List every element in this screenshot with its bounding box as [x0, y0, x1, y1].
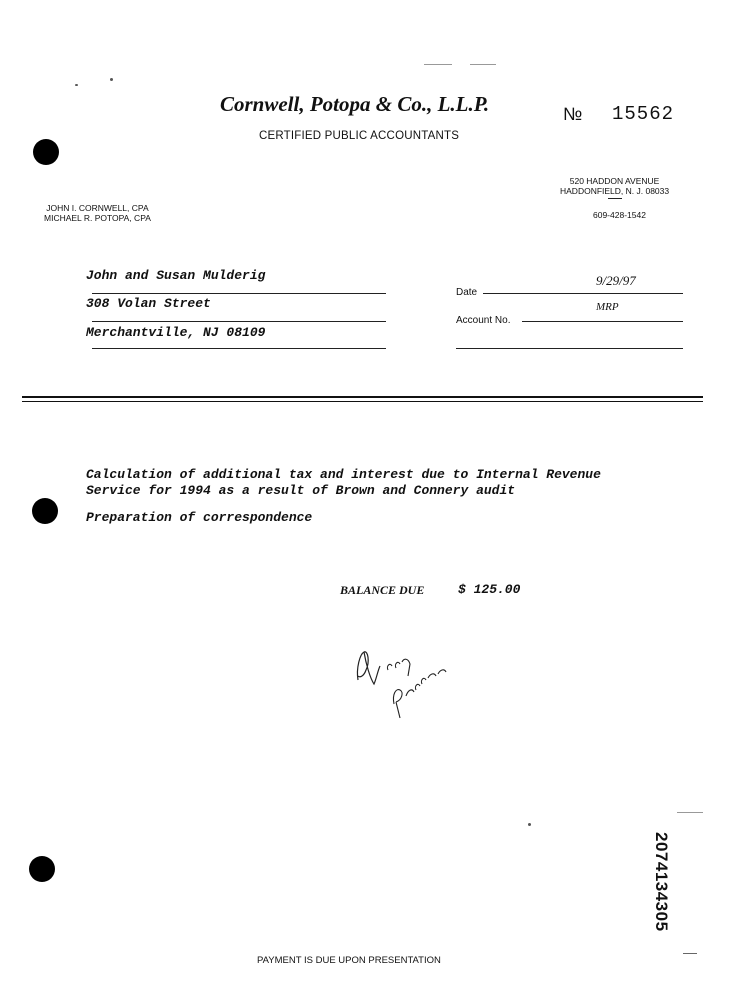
scan-speck	[75, 84, 78, 86]
divider-top	[22, 396, 703, 398]
scan-speck	[528, 823, 531, 826]
address-line-1: 520 HADDON AVENUE	[569, 176, 660, 186]
payment-terms: PAYMENT IS DUE UPON PRESENTATION	[257, 955, 441, 966]
client-line-2	[92, 321, 386, 322]
punch-hole-middle	[32, 498, 58, 524]
punch-hole-top	[33, 139, 59, 165]
firm-subtitle: CERTIFIED PUBLIC ACCOUNTANTS	[259, 130, 460, 142]
firm-phone: 609-428-1542	[593, 210, 646, 220]
extra-line	[456, 348, 683, 349]
invoice-number: 15562	[612, 103, 675, 125]
divider-bottom	[22, 401, 703, 402]
scan-mark	[470, 64, 496, 65]
firm-name: Cornwell, Potopa & Co., L.L.P.	[220, 92, 490, 116]
invoice-number-label: №	[563, 104, 583, 124]
firm-address	[560, 176, 669, 202]
client-line-3	[92, 348, 386, 349]
punch-hole-bottom	[29, 856, 55, 882]
account-label: Account No.	[456, 315, 511, 326]
date-value: 9/29/97	[596, 273, 636, 288]
firm-partners	[44, 203, 151, 223]
document-id: 2074134305	[652, 832, 671, 932]
partner-1: JOHN I. CORNWELL, CPA	[46, 203, 149, 213]
account-line	[522, 321, 683, 322]
service-line-2: Service for 1994 as a result of Brown and Connery audit	[86, 483, 516, 498]
address-line-2: HADDONFIELD, N. J. 08033	[560, 186, 670, 196]
handwritten-annotation	[350, 640, 460, 730]
date-line	[483, 293, 683, 294]
date-label: Date	[456, 287, 478, 298]
scan-mark	[677, 812, 703, 813]
client-name: John and Susan Mulderig	[86, 268, 266, 283]
scan-speck	[110, 78, 113, 81]
client-street: 308 Volan Street	[86, 296, 211, 311]
client-line-1	[92, 293, 386, 294]
service-line-1: Calculation of additional tax and interest due to Internal Revenue	[86, 467, 601, 482]
service-line-3: Preparation of correspondence	[86, 510, 313, 525]
address-divider	[608, 198, 622, 199]
balance-amount: $ 125.00	[458, 582, 521, 597]
scan-mark	[683, 953, 697, 954]
balance-label: BALANCE DUE	[340, 583, 425, 597]
scan-mark	[424, 64, 452, 65]
account-value: MRP	[596, 301, 619, 313]
client-city: Merchantville, NJ 08109	[86, 325, 266, 340]
partner-2: MICHAEL R. POTOPA, CPA	[44, 213, 151, 223]
